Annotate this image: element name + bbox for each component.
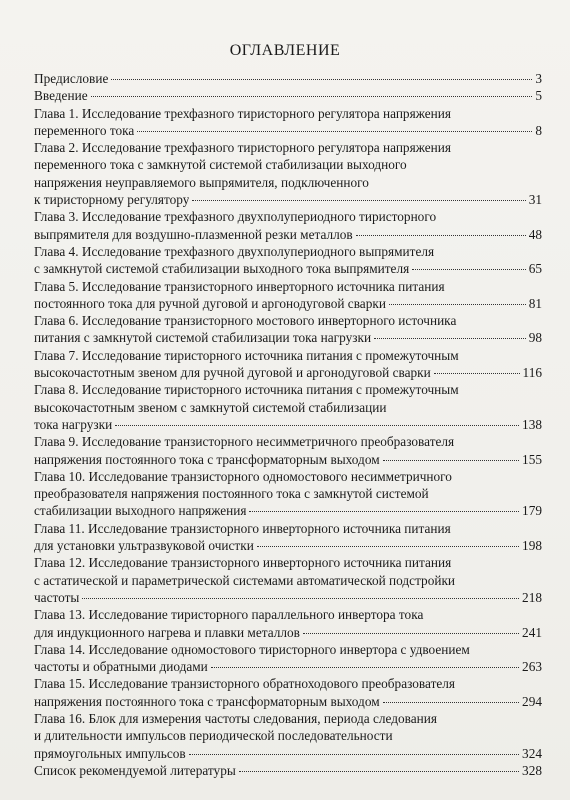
toc-entry — [34, 87, 542, 104]
page-number: 81 — [528, 295, 542, 311]
dot-leader — [374, 338, 526, 339]
page-number: 179 — [522, 503, 542, 519]
toc-entry-line: высокочастотным звеном с замкнутой системой стабилизации — [34, 399, 387, 415]
page-number: 328 — [522, 762, 542, 778]
toc-entry-last-line — [34, 70, 542, 87]
table-of-contents — [34, 70, 542, 779]
toc-entry — [34, 312, 542, 347]
dot-leader — [111, 79, 532, 80]
toc-entry-line: напряжения постоянного тока с трансформаторным выходом — [34, 451, 380, 467]
page-number: 263 — [522, 659, 542, 675]
toc-entry-last-line — [34, 745, 542, 762]
page-number: 218 — [522, 589, 542, 605]
dot-leader — [303, 633, 519, 634]
toc-entry-line: Предисловие — [34, 71, 109, 86]
dot-leader — [383, 702, 519, 703]
toc-entry-line: Введение — [34, 88, 88, 104]
page-number: 65 — [528, 261, 542, 277]
toc-entry-line: к тиристорному регулятору — [34, 192, 190, 208]
toc-entry-line: Глава 14. Исследование одномостового тиристорного инвертора с удвоением — [34, 641, 470, 657]
toc-title: ОГЛАВЛЕНИЕ — [229, 42, 341, 59]
dot-leader — [192, 200, 525, 201]
toc-entry — [34, 347, 542, 382]
toc-entry — [34, 208, 542, 243]
toc-entry — [34, 675, 542, 710]
page-number: 138 — [522, 416, 542, 432]
page-number: 3 — [535, 71, 542, 86]
toc-entry-line: Глава 6. Исследование транзисторного мостового инверторного источника — [34, 313, 457, 329]
toc-entry — [34, 105, 542, 140]
toc-entry-last-line — [34, 364, 542, 381]
page-number: 98 — [528, 330, 542, 346]
toc-entry — [34, 520, 542, 555]
toc-entry-line: Глава 16. Блок для измерения частоты следования, периода следования — [34, 710, 438, 726]
dot-leader — [91, 96, 533, 97]
toc-entry — [34, 70, 542, 87]
dot-leader — [211, 667, 519, 668]
toc-entry-line: частоты — [34, 589, 80, 605]
toc-entry-last-line — [34, 226, 542, 243]
page-number: 31 — [528, 192, 542, 208]
dot-leader — [412, 269, 525, 270]
toc-entry-line: Глава 3. Исследование трехфазного двухполупериодного тиристорного — [34, 209, 437, 225]
toc-entry-line: Глава 1. Исследование трехфазного тиристорного регулятора напряжения — [34, 105, 451, 121]
toc-entry-last-line — [34, 762, 542, 779]
toc-entry-line: для индукционного нагрева и плавки металлов — [34, 624, 300, 640]
toc-entry-line: переменного тока — [34, 122, 135, 138]
toc-entry — [34, 641, 542, 676]
toc-entry-line: напряжения постоянного тока с трансформаторным выходом — [34, 693, 380, 709]
toc-entry-line: Глава 12. Исследование транзисторного инверторного источника питания — [34, 555, 452, 571]
toc-entry — [34, 606, 542, 641]
dot-leader — [356, 235, 526, 236]
toc-entry-last-line — [34, 416, 542, 433]
toc-entry-last-line — [34, 122, 542, 139]
toc-entry-last-line — [34, 451, 542, 468]
page-number: 116 — [522, 365, 542, 381]
toc-entry-line: Список рекомендуемой литературы — [34, 762, 236, 778]
toc-entry-line: Глава 15. Исследование транзисторного обратноходового преобразователя — [34, 676, 456, 692]
dot-leader — [383, 460, 519, 461]
dot-leader — [137, 131, 532, 132]
toc-entry-line: стабилизации выходного напряжения — [34, 503, 247, 519]
toc-entry — [34, 381, 542, 433]
page-number: 198 — [522, 538, 542, 554]
toc-entry-last-line — [34, 260, 542, 277]
toc-entry-line: тока нагрузки — [34, 416, 113, 432]
toc-entry-line: преобразователя напряжения постоянного тока с замкнутой системой — [34, 486, 429, 502]
toc-entry — [34, 468, 542, 520]
dot-leader — [115, 425, 519, 426]
toc-entry-line: питания с замкнутой системой стабилизации тока нагрузки — [34, 330, 372, 346]
dot-leader — [239, 771, 519, 772]
page-number: 5 — [535, 88, 542, 104]
toc-entry-line: постоянного тока для ручной дуговой и аргонодуговой сварки — [34, 295, 386, 311]
toc-entry-line: Глава 13. Исследование тиристорного параллельного инвертора тока — [34, 607, 424, 623]
page-number: 155 — [522, 451, 542, 467]
toc-entry-line: частоты и обратными диодами — [34, 659, 208, 675]
toc-entry-line: прямоугольных импульсов — [34, 745, 186, 761]
toc-entry — [34, 243, 542, 278]
toc-entry-last-line — [34, 624, 542, 641]
toc-entry-last-line — [34, 589, 542, 606]
dot-leader — [249, 511, 519, 512]
dot-leader — [434, 373, 520, 374]
toc-entry-last-line — [34, 329, 542, 346]
toc-entry-line: выпрямителя для воздушно-плазменной резки металлов — [34, 226, 353, 242]
toc-entry — [34, 278, 542, 313]
toc-entry-last-line — [34, 87, 542, 104]
toc-entry-line: Глава 7. Исследование тиристорного источника питания с промежуточным — [34, 347, 459, 363]
toc-entry — [34, 139, 542, 208]
toc-entry-line: Глава 10. Исследование транзисторного одномостового несимметричного — [34, 468, 452, 484]
page-number: 324 — [522, 745, 542, 761]
toc-entry-line: с замкнутой системой стабилизации выходного тока выпрямителя — [34, 261, 410, 277]
toc-entry-line: высокочастотным звеном для ручной дуговой и аргонодуговой сварки — [34, 365, 431, 381]
toc-entry-line: Глава 4. Исследование трехфазного двухполупериодного выпрямителя — [34, 243, 435, 259]
dot-leader — [257, 546, 519, 547]
page-number: 48 — [528, 226, 542, 242]
toc-entry — [34, 762, 542, 779]
toc-entry-line: Глава 2. Исследование трехфазного тиристорного регулятора напряжения — [34, 140, 451, 156]
toc-entry-last-line — [34, 295, 542, 312]
page-number: 8 — [535, 122, 542, 138]
toc-entry — [34, 710, 542, 762]
toc-entry-line: и длительности импульсов периодической последовательности — [34, 728, 393, 744]
toc-entry-last-line — [34, 693, 542, 710]
page-number: 241 — [522, 624, 542, 640]
toc-entry — [34, 433, 542, 468]
toc-entry-line: для установки ультразвуковой очистки — [34, 538, 254, 554]
toc-entry-last-line — [34, 537, 542, 554]
toc-entry-line: переменного тока с замкнутой системой стабилизации выходного — [34, 157, 407, 173]
toc-entry-line: Глава 9. Исследование транзисторного несимметричного преобразователя — [34, 434, 455, 450]
page-number: 294 — [522, 693, 542, 709]
toc-entry — [34, 554, 542, 606]
toc-entry-last-line — [34, 502, 542, 519]
toc-entry-line: Глава 5. Исследование транзисторного инверторного источника питания — [34, 278, 445, 294]
toc-entry-line: напряжения неуправляемого выпрямителя, подключенного — [34, 174, 369, 190]
dot-leader — [389, 304, 526, 305]
dot-leader — [189, 754, 519, 755]
toc-entry-line: Глава 8. Исследование тиристорного источника питания с промежуточным — [34, 382, 459, 398]
toc-entry-line: с астатической и параметрической системами автоматической подстройки — [34, 572, 456, 588]
toc-entry-last-line — [34, 191, 542, 208]
toc-entry-line: Глава 11. Исследование транзисторного инверторного источника питания — [34, 520, 451, 536]
dot-leader — [82, 598, 519, 599]
toc-entry-last-line — [34, 658, 542, 675]
